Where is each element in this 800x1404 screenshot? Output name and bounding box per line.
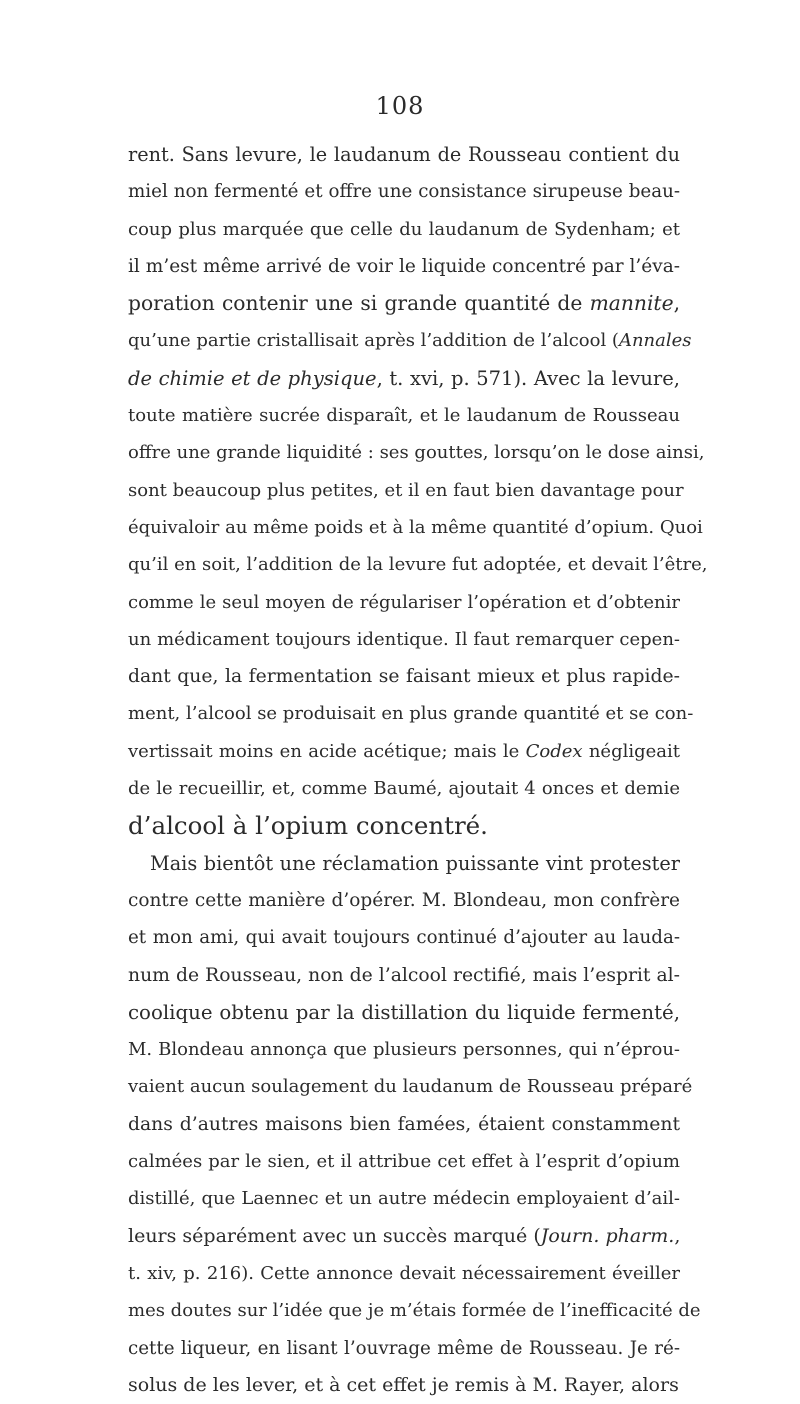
text-line [128,397,680,434]
text-run: offre une grande liquidité : ses gouttes, lorsqu’on le dose ainsi, [128,442,705,464]
text-line [128,770,680,807]
text-line [128,1143,680,1180]
text-run: rent. Sans levure, le laudanum de Rousseau contient du [128,143,680,166]
text-line [128,1031,680,1068]
italic-text: mannite [589,291,674,316]
text-run: coup plus marquée que celle du laudanum de Sydenham; et [128,218,680,240]
text-line [128,994,680,1031]
text-run: dant que, la fermentation se faisant mieux et plus rapide- [128,666,680,688]
text-line [128,733,680,770]
text-line [128,1330,680,1367]
text-line [128,285,680,322]
text-line [128,546,708,583]
text-run: calmées par le sien, et il attribue cet effet à l’esprit d’opium [128,1151,680,1173]
text-run: , [674,1224,681,1247]
text-run: , t. xvi, p. 571). Avec la levure, [376,366,680,390]
text-run: mes doutes sur l’idée que je m’étais formée de l’inefficacité de [128,1300,701,1322]
text-line [128,322,692,359]
italic-text: Annales [618,330,692,352]
text-run: leurs séparément avec un succès marqué ( [128,1224,541,1247]
text-run: t. xiv, p. 216). Cette annonce devait nécessairement éveiller [128,1262,680,1284]
text-line [128,882,680,919]
text-line [128,136,680,173]
text-run: et mon ami, qui avait toujours continué d’ajouter au lauda- [128,927,680,949]
text-line [128,1068,693,1105]
text-run: cette liqueur, en lisant l’ouvrage même de Rousseau. Je ré- [128,1337,680,1359]
italic-text: de chimie et de physique [128,366,377,390]
text-run: solus de les lever, et à cet effet je remis à M. Rayer, alors [128,1373,679,1396]
text-run: comme le seul moyen de régulariser l’opération et d’obtenir [128,591,680,613]
text-line [128,509,703,546]
text-line [128,434,705,471]
text-line [128,472,684,509]
text-run: distillé, que Laennec et un autre médecin employaient d’ail- [128,1188,680,1210]
text-run: d’alcool à l’opium concentré. [128,811,488,841]
text-run: il m’est même arrivé de voir le liquide concentré par l’éva- [128,255,680,277]
text-line [128,919,680,956]
italic-text: Journ. pharm. [540,1224,675,1247]
text-run: vaient aucun soulagement du laudanum de Rousseau préparé [128,1076,693,1098]
text-run: ment, l’alcool se produisait en plus grande quantité et se con- [128,703,694,725]
italic-text: Codex [525,740,583,762]
text-line [128,1292,701,1329]
body-text [128,136,708,1404]
text-line [128,621,680,658]
text-run: vertissait moins en acide acétique; mais le [128,740,526,762]
text-line [128,173,680,210]
page-number: 108 [375,92,425,120]
text-line [128,1180,680,1217]
text-run: coolique obtenu par la distillation du liquide fermenté, [128,1000,680,1024]
text-line [128,1255,680,1292]
text-run: de le recueillir, et, comme Baumé, ajoutait 4 onces et demie [128,778,680,800]
text-run: négligeait [582,740,680,762]
text-line [128,845,680,882]
text-run: , [673,291,680,316]
text-run: num de Rousseau, non de l’alcool rectifié, mais l’esprit al- [128,964,680,986]
text-line [128,695,694,732]
text-line [128,360,680,397]
text-run: poration contenir une si grande quantité de [128,291,590,316]
text-run: M. Blondeau annonça que plusieurs personnes, qui n’éprou- [128,1039,680,1061]
text-run: qu’une partie cristallisait après l’addition de l’alcool ( [128,330,619,352]
text-run: miel non fermenté et offre une consistance sirupeuse beau- [128,181,680,203]
text-run: contre cette manière d’opérer. M. Blondeau, mon confrère [128,889,680,911]
text-line [128,584,680,621]
text-line [128,957,680,994]
text-line [128,1218,680,1255]
text-line [128,658,680,695]
text-line [128,248,680,285]
text-run: équivaloir au même poids et à la même quantité d’opium. Quoi [128,516,703,538]
text-line [128,807,680,844]
text-run: dans d’autres maisons bien famées, étaient constamment [128,1113,680,1135]
text-run: Mais bientôt une réclamation puissante vint protester [150,851,680,875]
text-run: qu’il en soit, l’addition de la levure fut adoptée, et devait l’être, [128,554,708,576]
text-line [128,1367,680,1404]
text-line [128,1106,680,1143]
text-run: un médicament toujours identique. Il faut remarquer cepen- [128,628,680,650]
paragraph [128,845,701,1404]
paragraph [128,136,708,845]
text-run: sont beaucoup plus petites, et il en faut bien davantage pour [128,479,684,501]
text-run: toute matière sucrée disparaît, et le laudanum de Rousseau [128,405,680,427]
text-line [128,211,680,248]
